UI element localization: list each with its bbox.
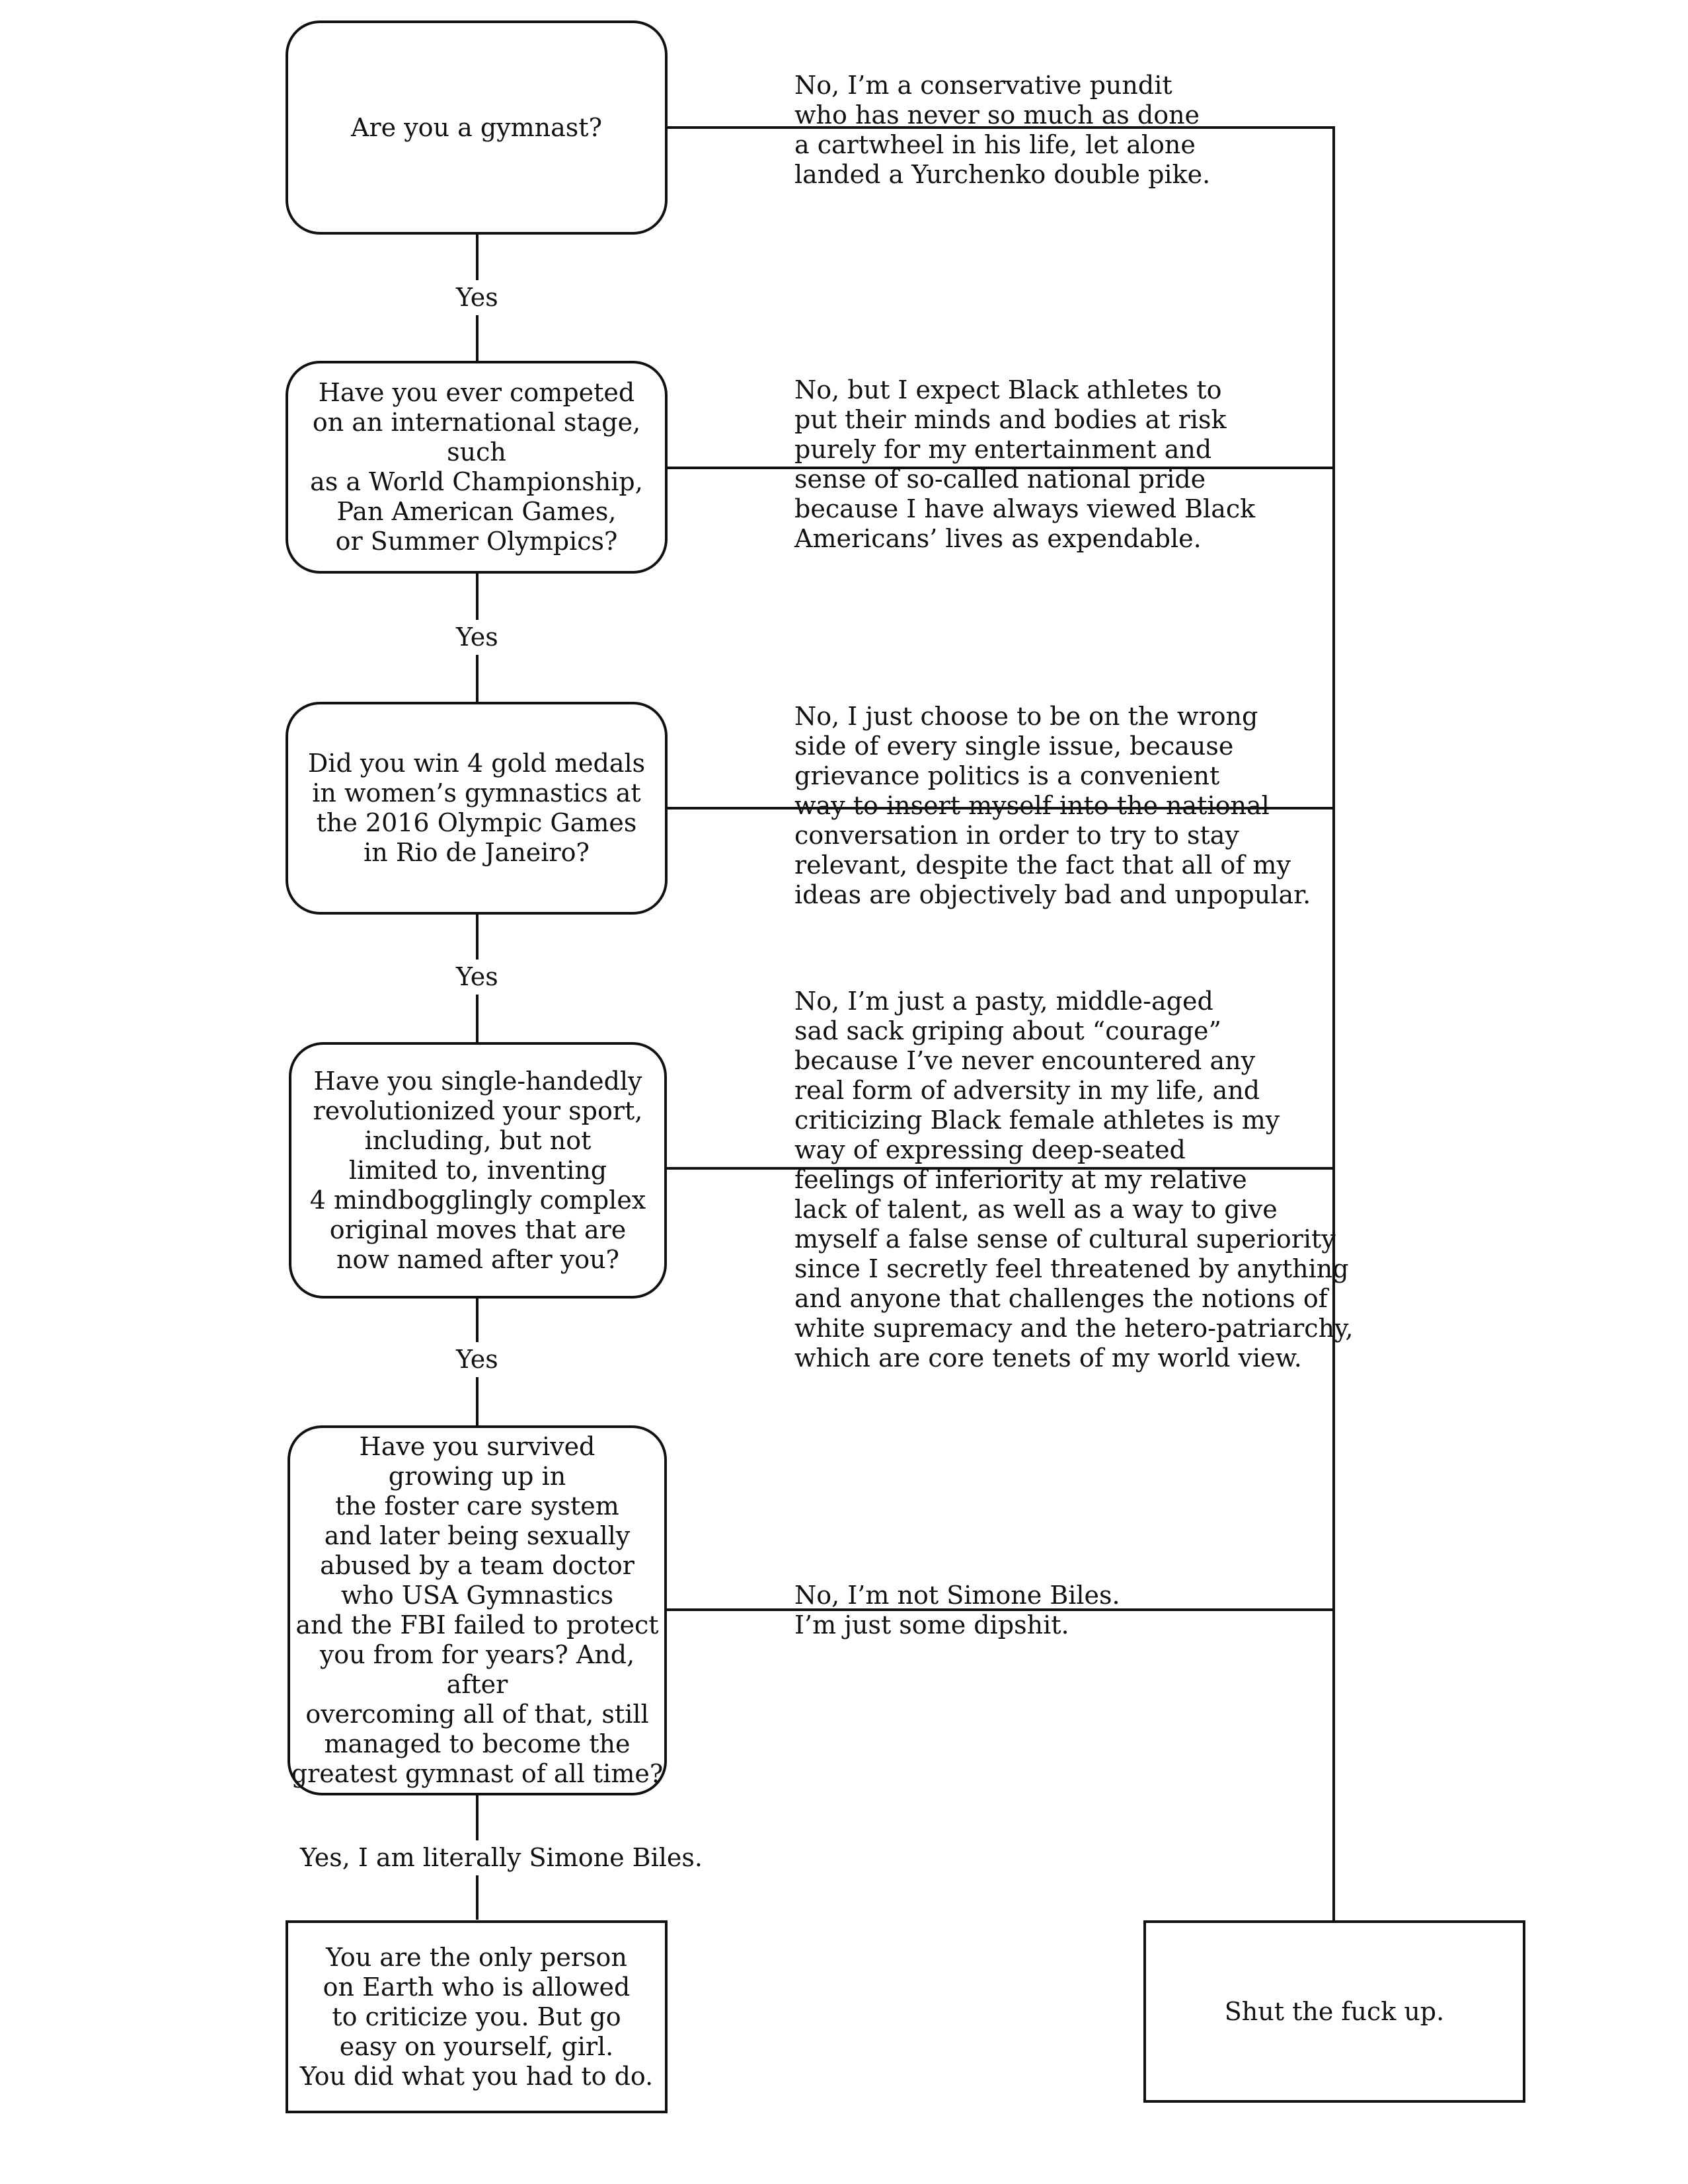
- no-answer-text: No, I’m a conservative pundit who has never so much as done a cartwheel in his life, let alone landed a Yurchenko double pike.: [794, 71, 1211, 189]
- question-box-revolutionized: [289, 1042, 667, 1299]
- question-text: Have you ever competed on an international stage, such as a World Championship, Pan American Games, or Summer Olympics?: [310, 378, 643, 556]
- yes-label: Yes: [452, 620, 502, 655]
- no-answer-text: No, I just choose to be on the wrong side of every single issue, because grievance politics is a convenient way to insert myself into the national conversation in order to try to stay relevant, despite the fact that all of my ideas are objectively bad and unpopular.: [794, 702, 1311, 909]
- question-box-international: [286, 361, 668, 574]
- no-answer-text: No, I’m just a pasty, middle-aged sad sack griping about “courage” because I’ve never encountered any real form of adversity in my life, and criticizing Black female athletes is my way of expressing deep-seated feelings of inferiority at my relative lack of talent, as well as a way to give myself a false sense of cultural superiority since I secretly feel threatened by anything and anyone that challenges the notions of white supremacy and the hetero-patriarchy, which are core tenets of my world view.: [794, 987, 1354, 1373]
- yes-label: Yes: [452, 1342, 502, 1377]
- yes-final-label: Yes, I am literally Simone Biles.: [296, 1840, 707, 1875]
- no-answer-text: No, but I expect Black athletes to put their minds and bodies at risk purely for my entertainment and sense of so-called national pride because I have always viewed Black Americans’ lives as expendable.: [794, 375, 1256, 553]
- no-answer-text: No, I’m not Simone Biles. I’m just some dipshit.: [794, 1581, 1120, 1639]
- question-box-gold-medals: [286, 702, 668, 915]
- question-text: Have you survived growing up in the foster care system and later being sexually abused by a team doctor who USA Gymnastics and the FBI failed to protect you from for years? And, after overcoming all of that, still managed to become the greatest gymnast of all time?: [291, 1432, 664, 1788]
- yes-label: Yes: [452, 960, 502, 995]
- question-box-gymnast: [286, 20, 668, 235]
- question-text: Did you win 4 gold medals in women’s gymnastics at the 2016 Olympic Games in Rio de Janeiro?: [307, 749, 646, 867]
- result-text: You are the only person on Earth who is allowed to criticize you. But go easy on yourself, girl. You did what you had to do.: [299, 1942, 654, 2091]
- result-text: Shut the fuck up.: [1224, 1996, 1445, 2026]
- result-box-no: [1143, 1920, 1525, 2103]
- question-text: Have you single-handedly revolutionized your sport, including, but not limited to, inventing 4 mindbogglingly complex original moves that are now named after you?: [309, 1066, 646, 1274]
- yes-label: Yes: [452, 280, 502, 315]
- question-text: Are you a gymnast?: [351, 112, 602, 142]
- result-box-yes: [286, 1920, 668, 2113]
- question-box-survived: [288, 1425, 667, 1795]
